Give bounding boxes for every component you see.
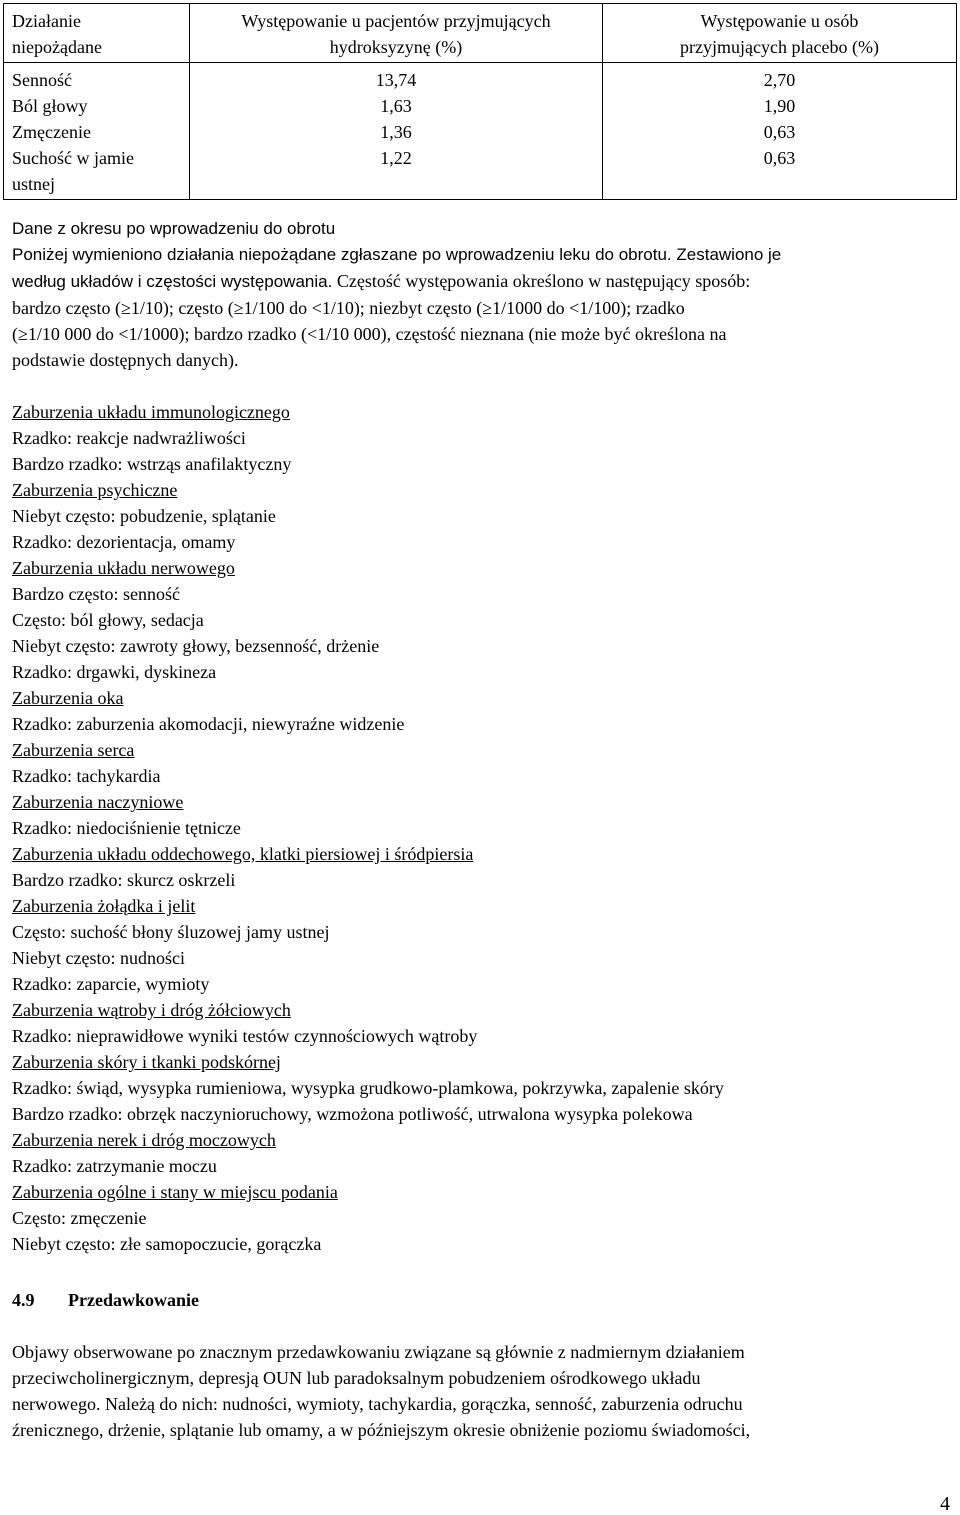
header-line: Występowanie u pacjentów przyjmujących	[241, 11, 551, 31]
header-cell	[4, 4, 190, 63]
soc-heading: Zaburzenia psychiczne	[12, 480, 178, 500]
postmarket-heading: Dane z okresu po wprowadzeniu do obrotu	[12, 219, 336, 238]
page-number: 4	[940, 1493, 950, 1515]
postmarket-line-rest: Częstość występowania określono w następujący sposób:	[332, 271, 751, 291]
hydroxyzine-value: 1,22	[380, 148, 412, 168]
effect-names-cell	[4, 63, 190, 200]
placebo-value: 2,70	[763, 70, 796, 90]
paragraph-line: przeciwcholinergicznym, depresją OUN lub paradoksalnym pobudzeniem ośrodkowego układu	[12, 1368, 701, 1388]
soc-entry: Niebyt często: nudności	[12, 948, 185, 968]
soc-entry: Rzadko: zaparcie, wymioty	[12, 974, 210, 994]
soc-entry: Niebyt często: zawroty głowy, bezsenność, drżenie	[12, 636, 380, 656]
header-line: hydroksyzynę (%)	[329, 37, 463, 57]
placebo-values-cell	[603, 63, 957, 200]
soc-heading: Zaburzenia naczyniowe	[12, 792, 184, 812]
header-cell	[190, 4, 603, 63]
soc-heading: Zaburzenia oka	[12, 688, 124, 708]
soc-entry: Bardzo rzadko: skurcz oskrzeli	[12, 870, 236, 890]
header-line: Działanie	[12, 11, 81, 31]
soc-heading: Zaburzenia wątroby i dróg żółciowych	[12, 1000, 291, 1020]
header-line: niepożądane	[12, 37, 102, 57]
soc-entry: Rzadko: tachykardia	[12, 766, 161, 786]
soc-entry: Często: ból głowy, sedacja	[12, 610, 204, 630]
soc-entry: Często: zmęczenie	[12, 1208, 147, 1228]
postmarket-line: Poniżej wymieniono działania niepożądane zgłaszane po wprowadzeniu leku do obrotu. Zestawiono je	[12, 245, 782, 264]
placebo-value: 1,90	[763, 96, 796, 116]
soc-list	[12, 399, 948, 1257]
soc-entry: Rzadko: świąd, wysypka rumieniowa, wysypka grudkowo-plamkowa, pokrzywka, zapalenie skóry	[12, 1078, 724, 1098]
placebo-value: 0,63	[763, 122, 796, 142]
soc-heading: Zaburzenia serca	[12, 740, 135, 760]
soc-heading: Zaburzenia układu nerwowego	[12, 558, 235, 578]
soc-heading: Zaburzenia żołądka i jelit	[12, 896, 196, 916]
effect-name: Ból głowy	[12, 96, 88, 116]
soc-entry: Często: suchość błony śluzowej jamy ustnej	[12, 922, 330, 942]
paragraph-line: źrenicznego, drżenie, splątanie lub omamy, a w późniejszym okresie obniżenie poziomu świadomości,	[12, 1420, 751, 1440]
soc-entry: Rzadko: reakcje nadwrażliwości	[12, 428, 246, 448]
effect-name: Senność	[12, 70, 72, 90]
section-title: Przedawkowanie	[68, 1290, 199, 1310]
soc-entry: Rzadko: drgawki, dyskineza	[12, 662, 217, 682]
hydroxyzine-value: 1,63	[380, 96, 412, 116]
placebo-value: 0,63	[763, 148, 796, 168]
frequency-line: (≥1/10 000 do <1/1000); bardzo rzadko (<1/10 000), częstość nieznana (nie może być określona na	[12, 324, 727, 344]
soc-entry: Rzadko: niedociśnienie tętnicze	[12, 818, 241, 838]
soc-heading: Zaburzenia układu oddechowego, klatki piersiowej i śródpiersia	[12, 844, 474, 864]
soc-heading: Zaburzenia skóry i tkanki podskórnej	[12, 1052, 281, 1072]
postmarket-line-mixed	[12, 268, 948, 295]
effect-name: ustnej	[12, 174, 55, 194]
soc-entry: Bardzo często: senność	[12, 584, 180, 604]
header-line: Występowanie u osób	[700, 11, 859, 31]
adverse-effects-table	[3, 3, 957, 200]
table-header-row	[4, 4, 957, 63]
frequency-line: podstawie dostępnych danych).	[12, 350, 239, 370]
header-line: przyjmujących placebo (%)	[680, 37, 879, 57]
soc-entry: Niebyt często: złe samopoczucie, gorączka	[12, 1234, 322, 1254]
effect-name: Suchość w jamie	[12, 148, 134, 168]
paragraph-line: nerwowego. Należą do nich: nudności, wymioty, tachykardia, gorączka, senność, zaburzenia odruchu	[12, 1394, 743, 1414]
soc-heading: Zaburzenia nerek i dróg moczowych	[12, 1130, 276, 1150]
overdose-paragraph	[12, 1339, 948, 1443]
section-number: 4.9	[12, 1290, 35, 1310]
soc-heading: Zaburzenia ogólne i stany w miejscu podania	[12, 1182, 338, 1202]
soc-entry: Bardzo rzadko: wstrząs anafilaktyczny	[12, 454, 292, 474]
section-heading-4-9	[12, 1287, 948, 1313]
soc-entry: Rzadko: nieprawidłowe wyniki testów czynnościowych wątroby	[12, 1026, 478, 1046]
frequency-line: bardzo często (≥1/10); często (≥1/100 do <1/10); niezbyt często (≥1/1000 do <1/100); rzadko	[12, 298, 685, 318]
soc-entry: Rzadko: zaburzenia akomodacji, niewyraźne widzenie	[12, 714, 405, 734]
soc-entry: Rzadko: dezorientacja, omamy	[12, 532, 236, 552]
hydroxyzine-value: 1,36	[380, 122, 412, 142]
effect-name: Zmęczenie	[12, 122, 91, 142]
soc-entry: Bardzo rzadko: obrzęk naczynioruchowy, wzmożona potliwość, utrwalona wysypka polekowa	[12, 1104, 693, 1124]
table-row	[4, 63, 957, 200]
hydroxyzine-values-cell	[190, 63, 603, 200]
soc-entry: Niebyt często: pobudzenie, splątanie	[12, 506, 276, 526]
paragraph-line: Objawy obserwowane po znacznym przedawkowaniu związane są głównie z nadmiernym działaniem	[12, 1342, 745, 1362]
soc-heading: Zaburzenia układu immunologicznego	[12, 402, 290, 422]
postmarket-line: według układów i częstości występowania.	[12, 272, 333, 291]
soc-entry: Rzadko: zatrzymanie moczu	[12, 1156, 217, 1176]
hydroxyzine-value: 13,74	[375, 70, 417, 90]
postmarket-block	[12, 216, 948, 373]
section-heading	[12, 1287, 948, 1313]
header-cell	[603, 4, 957, 63]
